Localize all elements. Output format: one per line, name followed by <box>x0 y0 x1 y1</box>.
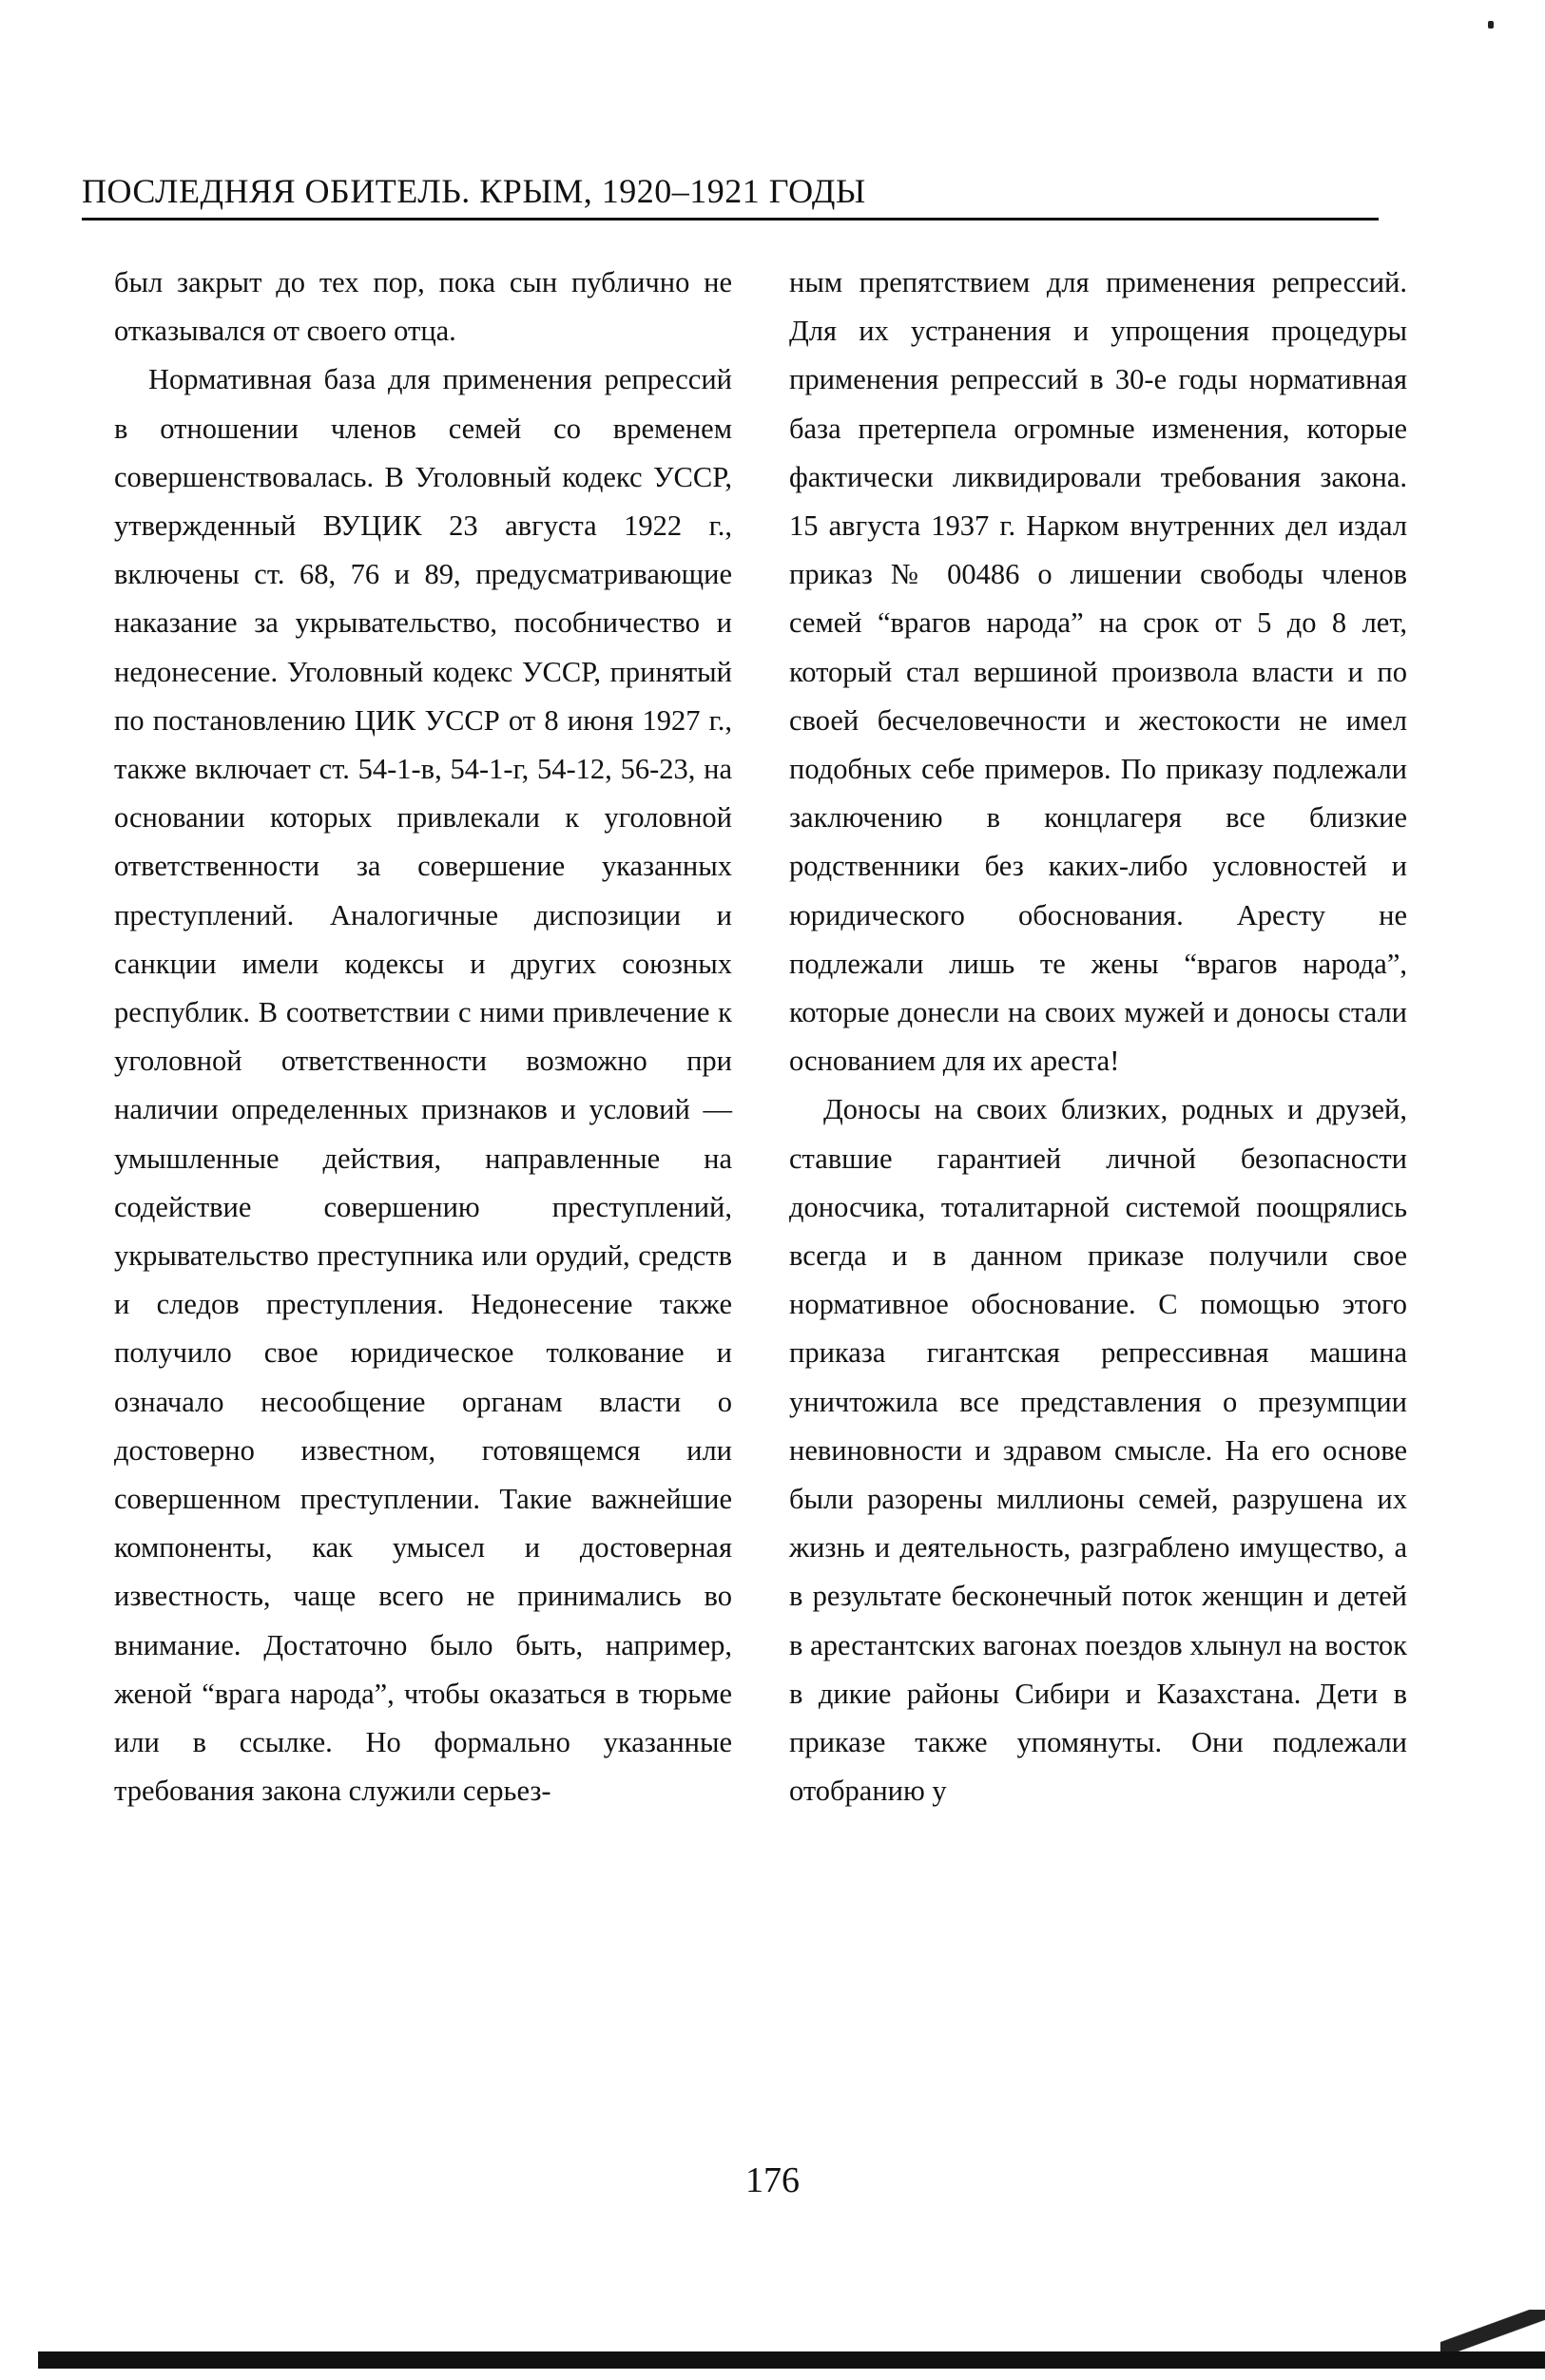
right-paragraph-continued: ным препятствием для применения репрессий. Для их устранения и упрощения процедуры применения репрессий в 30-е годы нормативная база претерпела огромные изменения, которые фактически ликвидировали требования закона. 15 августа 1937 г. Нарком внутренних дел издал приказ № 00486 о лишении свободы членов семей “врагов народа” на срок от 5 до 8 лет, который стал вершиной произвола власти и по своей бесчеловечности и жестокости не имел подобных себе примеров. По приказу подлежали заключению в концлагеря все близкие родственники без каких-либо условностей и юридического обоснования. Аресту не подлежали лишь те жены “врагов народа”, которые донесли на своих мужей и доносы стали основанием для их ареста! <box>789 266 1407 1078</box>
right-column <box>789 259 1407 1816</box>
scan-speck <box>1488 21 1494 29</box>
left-paragraph-continued: был закрыт до тех пор, пока сын публично не отказывался от своего отца. <box>114 266 732 348</box>
header-rule <box>82 218 1379 221</box>
scan-edge-mark <box>1440 2310 1545 2351</box>
right-paragraph-2: Доносы на своих близких, родных и друзей, ставшие гарантией личной безопасности доносчика, тоталитарной системой поощрялись всегда и в данном приказе получили свое нормативное обоснование. С помощью этого приказа гигантская репрессивная машина уничтожила все представления о презумпции невиновности и здравом смысле. На его основе были разорены миллионы семей, разрушена их жизнь и деятельность, разграблено имущество, а в результате бесконечный поток женщин и детей в арестантских вагонах поездов хлынул на восток в дикие районы Сибири и Казахстана. Дети в приказе также упомянуты. Они подлежали отобранию у <box>789 1093 1407 1808</box>
page-number: 176 <box>745 2160 800 2200</box>
scan-bottom-border <box>38 2351 1545 2369</box>
running-header-title: ПОСЛЕДНЯЯ ОБИТЕЛЬ. КРЫМ, 1920–1921 ГОДЫ <box>82 172 866 210</box>
left-paragraph-2: Нормативная база для применения репрессий в отношении членов семей со временем совершенствовалась. В Уголовный кодекс УССР, утвержденный ВУЦИК 23 августа 1922 г., включены ст. 68, 76 и 89, предусматривающие наказание за укрывательство, пособничество и недонесение. Уголовный кодекс УССР, принятый по постановлению ЦИК УССР от 8 июня 1927 г., также включает ст. 54-1-в, 54-1-г, 54-12, 56-23, на основании которых привлекали к уголовной ответственности за совершение указанных преступлений. Аналогичные диспозиции и санкции имели кодексы и других союзных республик. В соответствии с ними привлечение к уголовной ответственности возможно при наличии определенных признаков и условий — умышленные действия, направленные на содействие совершению преступлений, укрывательство преступника или орудий, средств и следов преступления. Недонесение также получило свое юридическое толкование и означало несообщение органам власти о достоверно известном, готовящемся или совершенном преступлении. Такие важнейшие компоненты, как умысел и достоверная известность, чаще всего не принимались во внимание. Достаточно было быть, например, женой “врага народа”, чтобы оказаться в тюрьме или в ссылке. Но формально указанные требования закона служили серьез- <box>114 363 732 1808</box>
left-column <box>114 259 732 1816</box>
running-header <box>82 160 1379 221</box>
